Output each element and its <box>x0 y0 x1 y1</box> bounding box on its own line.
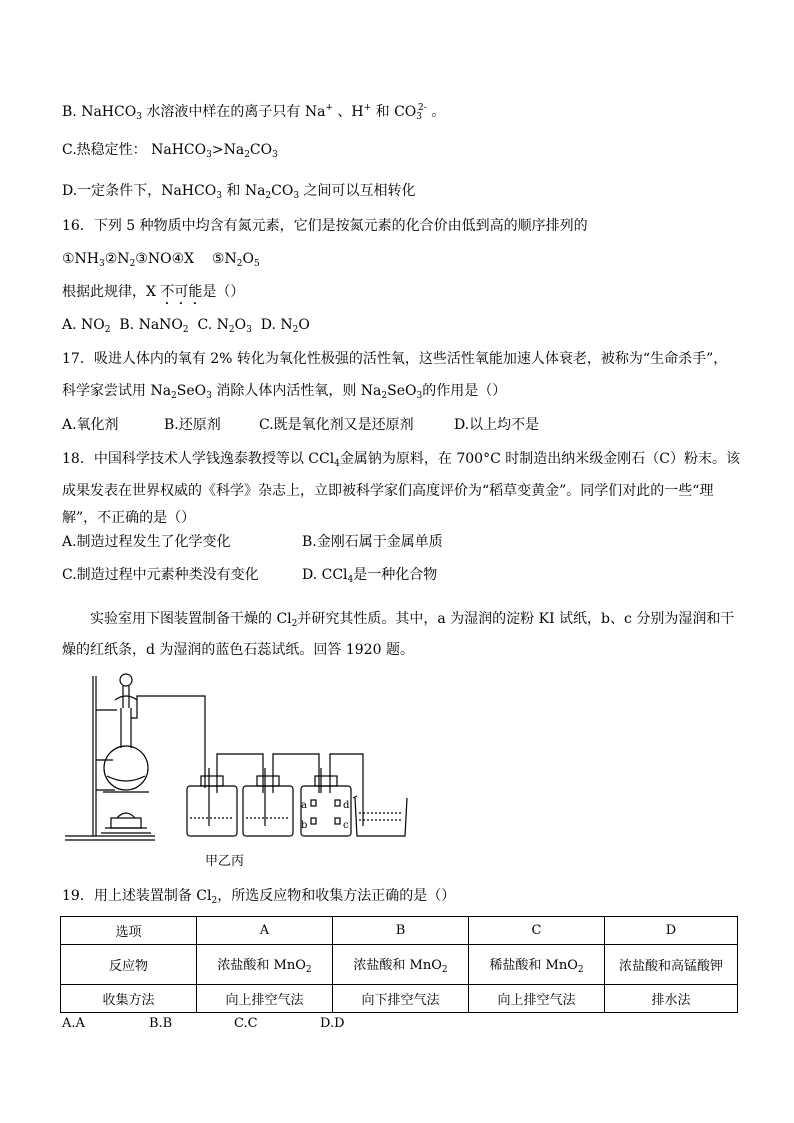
q18-line1: 18．中国科学技术人学钱逸泰教授等以 CCl$_4$金属钠为原料，在 700°C 时制造出纳米级金刚石（C）粉末。该 <box>62 451 740 469</box>
q16-stem: 16．下列 5 种物质中均含有氮元素，它们是按氮元素的化合价由低到高的顺序排列的 <box>62 218 588 234</box>
label-d: d <box>343 800 350 811</box>
figure-caption: 甲乙丙 <box>205 854 245 869</box>
q15-option-b: B. NaHCO$_3$ 水溶液中样在的离子只有 Na+ 、H+ 和 $CO_3^{2-}$ 。 <box>62 103 446 122</box>
q16-options: A. $NO_2$ B. NaNO$_2$ C. $N_2O_3$ D. $N_2O$ <box>62 317 310 335</box>
table-row: 反应物 浓盐酸和 MnO$_2$ 浓盐酸和 MnO$_2$ 稀盐酸和 MnO$_2$ 浓盐酸和高锰酸钾 <box>61 945 738 985</box>
intro-line2: 燥的红纸条，d 为湿润的蓝色石蕊试纸。回答 1920 题。 <box>62 642 414 658</box>
q15-option-d: D.一定条件下，NaHCO$_3$ 和 $Na_2CO_3$ 之间可以互相转化 <box>62 183 416 201</box>
intro-line1: 实验室用下图装置制备干燥的 $Cl_2$并研究其性质。其中，a 为湿润的淀粉 KI 试纸，b、c 分别为湿润和干 <box>90 611 735 629</box>
table-row: 收集方法 向上排空气法 向下排空气法 向上排空气法 排水法 <box>61 985 738 1013</box>
q15-option-c: C.热稳定性： $NaHCO_3>Na_2CO_3$ <box>62 142 278 160</box>
q19-stem: 19．用上述装置制备 $Cl_2$，所选反应物和收集方法正确的是（） <box>62 888 456 906</box>
label-b: b <box>301 820 308 831</box>
apparatus-figure <box>65 668 425 848</box>
q18-line3: 解”，不正确的是（） <box>62 510 196 526</box>
label-a: a <box>301 800 307 811</box>
q16-question: 根据此规律，X 不可能是（） <box>62 284 245 300</box>
q19-options-table <box>60 916 738 1013</box>
label-c: c <box>343 820 349 831</box>
q17-line2: 科学家尝试用 $Na_2SeO_3$ 消除人体内活性氧，则 $Na_2SeO_3$的作用是（） <box>62 383 507 401</box>
q17-line1: 17．吸进人体内的氧有 2% 转化为氧化性极强的活性氧，这些活性氧能加速人体衰老，被称为“生命杀手”， <box>62 351 728 367</box>
table-header-row: 选项 A B C D <box>61 917 738 945</box>
q18-line2: 成果发表在世界权威的《科学》杂志上，立即被科学家们高度评价为“稻草变黄金”。同学们对此的一些“理 <box>62 483 714 499</box>
q16-sequence: $①NH_3②N_2③NO④X$ $⑤N_2O_5$ <box>62 251 260 269</box>
